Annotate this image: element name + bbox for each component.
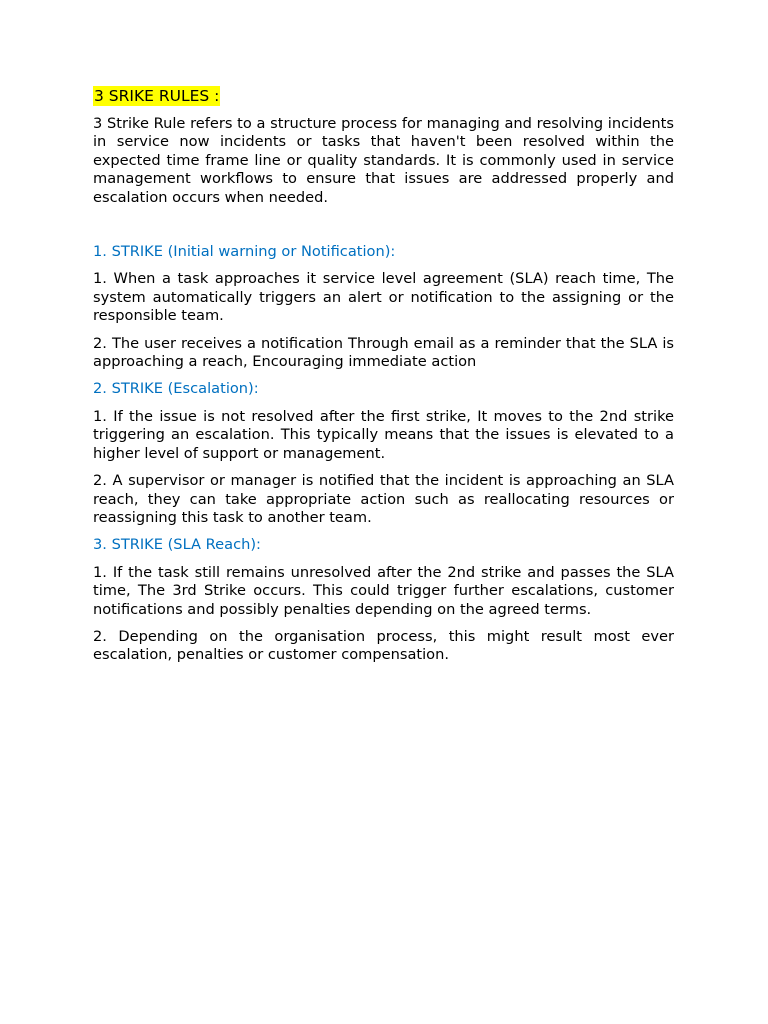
section-paragraph: 1. When a task approaches it service level agreement (SLA) reach time, The system automatically triggers an alert or notification to the assigning or the responsible team. (93, 270, 674, 325)
section-heading: 1. STRIKE (Initial warning or Notification): (93, 243, 396, 261)
intro-paragraph: 3 Strike Rule refers to a structure process for managing and resolving incidents in service now incidents or tasks that haven't been resolved within the expected time frame line or quality standards. It is commonly used in service management workflows to ensure that issues are addressed properly and escalation occurs when needed. (93, 115, 674, 206)
section-paragraph: 2. The user receives a notification Through email as a reminder that the SLA is approaching a reach, Encouraging immediate action (93, 334, 674, 371)
section-paragraph: 2. Depending on the organisation process, this might result most ever escalation, penalties or customer compensation. (93, 627, 674, 664)
document-title: 3 SRIKE RULES : (94, 87, 220, 105)
strike-section-3 (93, 536, 674, 664)
strike-section-1 (93, 243, 674, 371)
section-paragraph: 2. A supervisor or manager is notified that the incident is approaching an SLA reach, they can take appropriate action such as reallocating resources or reassigning this task to another team. (93, 472, 674, 526)
section-heading: 3. STRIKE (SLA Reach): (93, 536, 261, 554)
section-paragraph: 1. If the issue is not resolved after the first strike, It moves to the 2nd strike triggering an escalation. This typically means that the issues is elevated to a higher level of support or management. (93, 407, 674, 462)
strike-section-2 (93, 380, 674, 527)
section-paragraph: 1. If the task still remains unresolved after the 2nd strike and passes the SLA time, The 3rd Strike occurs. This could trigger further escalations, customer notifications and possibly penalties depending on the agreed terms. (93, 563, 674, 618)
section-heading: 2. STRIKE (Escalation): (93, 380, 259, 398)
